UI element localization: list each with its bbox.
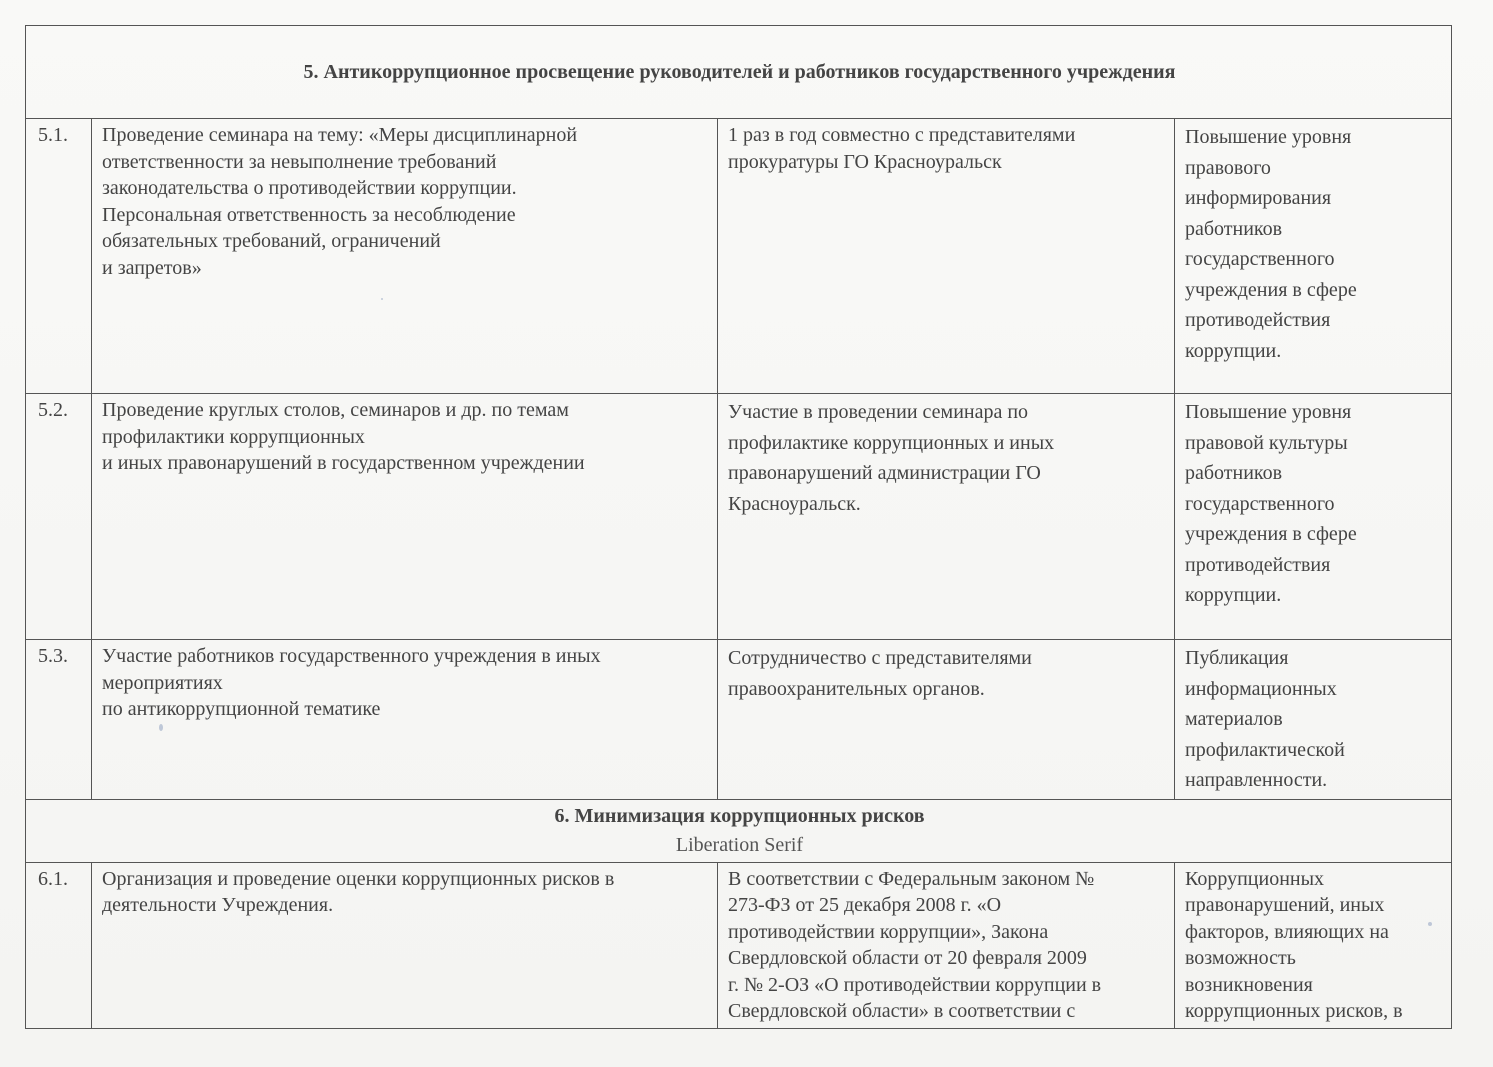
term-line: Свердловской области» в соответствии с [728,1000,1076,1022]
result-cell [1175,394,1452,640]
term-line: профилактике коррупционных и иных [728,431,1055,454]
term-line: Красноуральск. [728,492,861,515]
result-line: правового [1185,156,1271,179]
result-line: Повышение уровня [1185,401,1352,423]
activity-line: профилактики коррупционных [102,425,365,448]
table-row-5-3 [26,640,1452,800]
result-line: Повышение уровня [1185,126,1352,148]
result-line: факторов, влияющих на [1185,920,1389,943]
result-line: работников [1185,462,1283,484]
term-line: 1 раз в год совместно с представителями [728,124,1076,146]
result-line: учреждения в сфере [1185,523,1357,545]
term-line: Свердловской области от 20 февраля 2009 [728,947,1087,969]
term-line: Участие в проведении семинара по [728,401,1029,423]
section-6-note: Liberation Serif [675,834,804,856]
term-line: г. № 2-ОЗ «О противодействии коррупции в [728,973,1102,996]
section-6-header-row [26,799,1452,862]
term-cell [718,119,1175,394]
term-line: В соответствии с Федеральным законом № [728,867,1095,890]
anticorruption-plan-table [25,25,1452,1029]
result-line: материалов [1185,708,1283,730]
term-line: прокуратуры ГО Красноуральск [728,150,1002,173]
activity-line: деятельности Учреждения. [102,894,334,916]
section-5-title: 5. Антикоррупционное просвещение руководителей и работников государственного учреждения [26,26,1452,119]
term-cell [718,394,1175,640]
activity-line: Участие работников государственного учреждения в иных [102,645,601,667]
term-line: правоохранительных органов. [728,677,985,700]
scan-speck [1428,922,1432,926]
result-line: противодействия [1185,309,1331,331]
table-row-6-1 [26,862,1452,1028]
row-number: 5.1. [26,119,92,394]
term-line: правонарушений администрации ГО [728,462,1041,484]
result-line: коррупции. [1185,584,1282,606]
result-cell [1175,119,1452,394]
term-cell [718,862,1175,1028]
section-5-header-row [26,26,1452,119]
result-line: информирования [1185,187,1332,209]
result-line: Коррупционных [1185,867,1325,890]
result-line: коррупции. [1185,339,1282,362]
result-line: профилактической [1185,738,1345,761]
section-6-header-cell [26,799,1452,862]
result-line: правонарушений, иных [1185,894,1385,916]
result-line: возникновения [1185,973,1313,996]
term-line: противодействии коррупции», Закона [728,920,1049,943]
activity-cell [92,119,718,394]
activity-line: обязательных требований, ограничений [102,230,441,252]
activity-line: по антикоррупционной тематике [102,698,381,720]
result-line: информационных [1185,677,1337,700]
section-6-title: 6. Минимизация коррупционных рисков [554,804,925,827]
result-line: Публикация [1185,647,1289,669]
table-row-5-1 [26,119,1452,394]
result-line: учреждения в сфере [1185,278,1357,301]
term-line: Сотрудничество с представителями [728,647,1032,669]
result-line: работников [1185,217,1283,240]
result-line: коррупционных рисков, в [1185,1000,1403,1022]
activity-line: ответственности за невыполнение требований [102,150,497,173]
row-number: 5.2. [26,394,92,640]
table-row-5-2 [26,394,1452,640]
result-cell [1175,862,1452,1028]
activity-line: Проведение круглых столов, семинаров и др. по темам [102,399,569,421]
activity-line: и запретов» [102,256,202,279]
scan-speck [159,724,163,731]
result-line: государственного [1185,248,1335,270]
activity-cell [92,640,718,800]
result-line: противодействия [1185,553,1331,576]
term-cell [718,640,1175,800]
activity-cell [92,394,718,640]
activity-line: законодательства о противодействии коррупции. [102,177,517,199]
activity-cell [92,862,718,1028]
result-line: правовой культуры [1185,431,1348,454]
activity-line: Организация и проведение оценки коррупционных рисков в [102,867,615,890]
activity-line: и иных правонарушений в государственном учреждении [102,452,585,474]
activity-line: Проведение семинара на тему: «Меры дисциплинарной [102,124,578,146]
activity-line: мероприятиях [102,671,223,694]
result-cell [1175,640,1452,800]
row-number: 6.1. [26,862,92,1028]
result-line: направленности. [1185,769,1328,791]
scan-speck [381,298,383,300]
activity-line: Персональная ответственность за несоблюдение [102,203,516,226]
term-line: 273-ФЗ от 25 декабря 2008 г. «О [728,894,1002,916]
result-line: государственного [1185,492,1335,515]
row-number: 5.3. [26,640,92,800]
result-line: возможность [1185,947,1296,969]
